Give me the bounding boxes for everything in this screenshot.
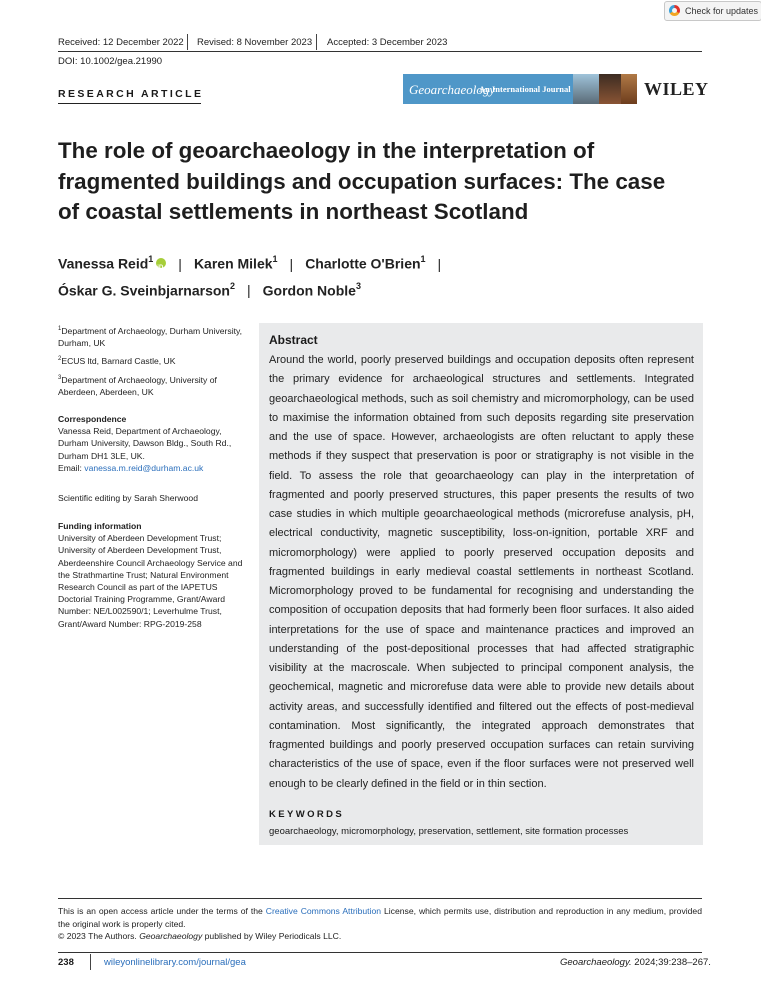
crossmark-icon (669, 5, 680, 16)
keywords-heading: KEYWORDS (269, 809, 345, 820)
orcid-icon[interactable] (156, 258, 166, 268)
citation-details: 2024;39:238–267. (634, 957, 711, 968)
author-affiliation-number: 3 (355, 280, 361, 291)
author-affiliation-number: 1 (420, 254, 426, 264)
author-affiliation-number: 1 (272, 254, 278, 264)
affiliation-number: 2 (58, 356, 62, 362)
copyright-journal: Geoarchaeology (139, 931, 203, 941)
correspondence-heading: Correspondence (58, 414, 127, 424)
affiliation (58, 323, 248, 349)
doi: DOI: 10.1002/gea.21990 (58, 56, 163, 67)
page-number: 238 (58, 957, 74, 968)
affiliation-number: 1 (58, 326, 62, 332)
copyright-text: published by Wiley Periodicals LLC. (204, 931, 342, 941)
license-link[interactable]: Creative Commons Attribution (265, 906, 382, 916)
banner-image (621, 74, 637, 104)
received-date: Received: 12 December 2022 (58, 37, 184, 48)
journal-name: Geoarchaeology (409, 82, 496, 97)
affiliation (58, 372, 248, 398)
author-name[interactable]: Charlotte O'Brien (305, 255, 421, 272)
header-divider (187, 34, 188, 50)
header-divider (316, 34, 317, 50)
banner-image (573, 74, 599, 104)
author-name[interactable]: Gordon Noble (262, 282, 356, 299)
author-affiliation-number: 2 (229, 280, 235, 291)
license-text: This is an open access article under the terms of the (58, 906, 263, 916)
correspondence (58, 413, 248, 474)
banner-image (599, 74, 621, 104)
author-name[interactable]: Vanessa Reid (58, 255, 149, 272)
citation (560, 957, 711, 968)
author-name[interactable]: Óskar G. Sveinbjarnarson (58, 282, 230, 299)
journal-url-link[interactable]: wileyonlinelibrary.com/journal/gea (104, 957, 246, 968)
scientific-editing: Scientific editing by Sarah Sherwood (58, 493, 198, 503)
license-text: License, which permits use, distribution and reproduction in any medium, provided the original work is properly cited. (58, 906, 702, 929)
abstract-text: Around the world, poorly preserved buildings and occupation deposits often represent the primary evidence for archaeological structures and settlements. Integrated geoarchaeological methods, such as soil chemistry and micromorphology, can be used to maximise the information obtained from such deposits regarding site preservation and the use of space. However, archaeologists are often reluctant to apply these methods if they suspect that preservation is poor or stratigraphy is not visible in the field. To assess the role that geoarchaeology can play in the interpretation of fragmented and poorly preserved structures, this paper presents the results of two case studies in which multiple geoarchaeological methods (microrefuse analysis, pH, electrical conductivity, magnetic susceptibility, loss-on-ignition, portable XRF and micromorphology) were applied to poorly preserved occupation deposits and fragmented buildings in early medieval coastal settlements in northeast Scotland. Micromorphology proved to be fundamental for recognising and understanding the composition of occupation deposits that had formerly been floor surfaces. It also aided interpretations for the use of space and maintenance practices and improved an understanding of the post-depositional processes that had affected stratigraphic visibility at the macroscale. When subjected to principal component analysis, the geochemical, magnetic and microrefuse data were able to provide new details about activity areas, and successfully identified and filtered out the effects of post-medieval contamination. Most significantly, the integrated approach demonstrates that fragmented buildings and poorly preserved occupation surfaces can retain surviving characteristics of the use of space, even if the floor surfaces were not preserved well enough to be clearly defined in the field or in thin section. (269, 354, 694, 790)
check-for-updates-label: Check for updates (685, 6, 759, 16)
affiliation-text: Department of Archaeology, University of Aberdeen, Aberdeen, UK (58, 374, 217, 398)
journal-subtitle: An International Journal (479, 84, 571, 94)
funding-heading: Funding information (58, 521, 142, 531)
author-separator: | (178, 255, 182, 272)
check-for-updates-button[interactable] (664, 1, 761, 21)
author-list (58, 249, 698, 302)
email-link[interactable]: vanessa.m.reid@durham.ac.uk (84, 462, 204, 473)
email-label: Email: (58, 462, 82, 473)
author-separator: | (246, 282, 251, 299)
footer-divider (90, 954, 91, 970)
revised-date: Revised: 8 November 2023 (197, 37, 313, 48)
journal-banner[interactable] (403, 74, 637, 104)
affiliation-number: 3 (58, 375, 62, 381)
funding-text: University of Aberdeen Development Trust; University of Aberdeen Development Trust, Aberdeenshire Council Archaeology Service and the Strathmartine Trust; Natural Environment Research Council as part of the IAPETUS Doctorial Training Programme, Grant/Award Number: NE/L002590/1; Leverhulme Trust, Grant/Award Number: RPG-2019-258 (58, 533, 243, 629)
article-type: RESEARCH ARTICLE (58, 88, 204, 100)
footer-rule (58, 898, 702, 899)
correspondence-text: Vanessa Reid, Department of Archaeology, Durham University, Dawson Bldg., South Rd., Durham DH1 3LE, UK. (58, 426, 232, 461)
copyright-text: © 2023 The Authors. (58, 931, 137, 941)
author-name[interactable]: Karen Milek (193, 255, 273, 272)
funding-information (58, 520, 248, 630)
affiliation (58, 353, 248, 367)
publisher-logo[interactable]: WILEY (644, 79, 709, 99)
license-note (58, 905, 702, 943)
citation-journal: Geoarchaeology. (560, 957, 632, 968)
keywords-text: geoarchaeology, micromorphology, preservation, settlement, site formation processes (269, 826, 629, 837)
article-type-underline (58, 103, 201, 104)
article-title: The role of geoarchaeology in the interpretation of fragmented buildings and occupation surfaces: The case of coastal settlements in northeast Scotland (58, 138, 666, 224)
author-separator: | (437, 255, 442, 272)
page-rule (58, 952, 702, 953)
affiliation-text: ECUS ltd, Barnard Castle, UK (61, 355, 176, 366)
header-rule (58, 51, 702, 52)
accepted-date: Accepted: 3 December 2023 (327, 37, 448, 48)
affiliation-text: Department of Archaeology, Durham University, Durham, UK (58, 325, 243, 349)
author-separator: | (289, 255, 294, 272)
author-affiliation-number: 1 (148, 254, 154, 264)
abstract-heading: Abstract (269, 333, 318, 347)
